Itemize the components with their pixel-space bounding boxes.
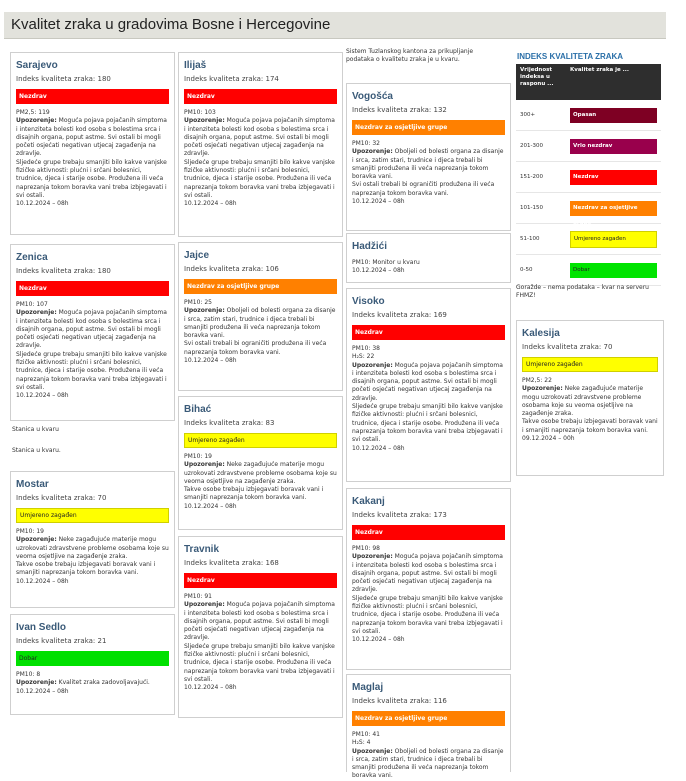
health-warning: Upozorenje: Oboljeli od bolesti organa za disanje i srca, zatim stari, trudnice i djeca trebali bi smanjiti produžena ili veća naprezanja tokom boravka vani. xyxy=(352,148,504,181)
legend-row xyxy=(516,131,661,162)
aqi-category-badge: Nezdrav xyxy=(184,573,337,588)
city-name[interactable]: Visoko xyxy=(352,296,385,307)
timestamp: 10.12.2024 – 08h xyxy=(184,357,237,365)
timestamp: 09.12.2024 – 00h xyxy=(522,435,575,443)
health-warning: Upozorenje: Moguća pojava pojačanih simptoma i intenziteta bolesti kod osoba s bolestima srca i disajnih organa, poput astme. Svi ostali bi mogli početi osjećati negativan utjecaj zagađenja na zdravlje. xyxy=(16,117,167,158)
health-warning: Upozorenje: Moguća pojava pojačanih simptoma i intenziteta bolesti kod osoba s bolestima srca i disajnih organa, poput astme. Svi ostali bi mogli početi osjećati negativan utjecaj zagađenja na zdravlje. xyxy=(16,309,167,350)
health-advice: Takve osobe trebaju izbjegavati boravak vani i smanjiti naprezanja tokom boravka vani. xyxy=(184,486,324,502)
aqi-category-badge: Nezdrav xyxy=(352,525,505,540)
health-warning: Upozorenje: Neke zagađujuće materije mogu uzrokovati zdravstvene probleme osobama koje su veoma osjetljive na zagađenje zraka. xyxy=(16,536,169,560)
health-advice: Sljedeće grupe trebaju smanjiti bilo kakve vanjske fizičke aktivnosti: plućni i srčani bolesnici, trudnice, djeca i starije osobe. Produžena ili veća naprezanja tokom boravka vani treba izbjegavati i svi ostali. xyxy=(352,594,503,635)
city-card-ivan-sedlo xyxy=(10,614,175,715)
aqi-value: Indeks kvaliteta zraka: 132 xyxy=(352,106,447,114)
timestamp: 10.12.2024 – 08h xyxy=(352,444,405,452)
legend-row xyxy=(516,193,661,224)
legend-color-swatch: Nezdrav xyxy=(570,170,657,185)
legend-range: 101-150 xyxy=(516,193,566,224)
aqi-category-badge: Nezdrav xyxy=(184,89,337,104)
legend-category xyxy=(566,131,661,162)
health-warning: Upozorenje: Neke zagađujuće materije mogu uzrokovati zdravstvene probleme osobama koje su veoma osjetljive na zagađenje zraka. xyxy=(522,385,644,418)
aqi-value: Indeks kvaliteta zraka: 106 xyxy=(184,265,279,273)
city-name[interactable]: Ivan Sedlo xyxy=(16,622,67,633)
pollutant-reading-h2s: H₂S: 4 xyxy=(352,739,371,747)
city-card-kalesija xyxy=(516,320,664,476)
aqi-category-badge: Dobar xyxy=(16,651,169,666)
aqi-category-badge: Nezdrav za osjetljive grupe xyxy=(184,279,337,294)
city-card-kakanj xyxy=(346,488,511,670)
pollutant-reading: PM2,5: 119 xyxy=(16,109,50,116)
pollutant-reading: PM10: 98 xyxy=(352,545,380,552)
health-warning: Upozorenje: Moguća pojava pojačanih simptoma i intenziteta bolesti kod osoba s bolestima srca i disajnih organa, poput astme. Svi ostali bi mogli početi osjećati negativan utjecaj zagađenja na zdravlje. xyxy=(352,553,503,594)
health-advice: Sljedeće grupe trebaju smanjiti bilo kakve vanjske fizičke aktivnosti: plućni i srčani bolesnici, trudnice, djeca i starije osobe. Produžena ili veća naprezanja tokom boravka vani treba izbjegavati i svi ostali. xyxy=(184,158,335,199)
city-card-sarajevo xyxy=(10,52,175,235)
city-card-jajce xyxy=(178,242,343,391)
health-advice: Sljedeće grupe trebaju smanjiti bilo kakve vanjske fizičke aktivnosti: plućni i srčani bolesnici, trudnice, djeca i starije osobe. Produžena ili veća naprezanja tokom boravka vani treba izbjegavati i svi ostali. xyxy=(352,403,503,444)
health-advice: Svi ostali trebali bi ograničiti produžena ili veća naprezanja tokom boravka vani. xyxy=(352,181,495,197)
health-warning: Upozorenje: Moguća pojava pojačanih simptoma i intenziteta bolesti kod osoba s bolestima srca i disajnih organa, poput astme. Svi ostali bi mogli početi osjećati negativan utjecaj zagađenja na zdravlje. xyxy=(352,361,503,402)
city-name[interactable]: Bihać xyxy=(184,404,212,415)
health-advice: Sljedeće grupe trebaju smanjiti bilo kakve vanjske fizičke aktivnosti: plućni i srčani bolesnici, trudnice, djeca i starije osobe. Produžena ili veća naprezanja tokom boravka vani treba izbjegavati i svi ostali. xyxy=(16,158,167,199)
pollutant-reading: PM10: 91 xyxy=(184,593,212,600)
aqi-value: Indeks kvaliteta zraka: 21 xyxy=(16,637,107,645)
legend-color-swatch: Opasan xyxy=(570,108,657,123)
city-card-hadzici xyxy=(346,233,511,283)
city-name[interactable]: Zenica xyxy=(16,252,48,263)
city-card-visoko xyxy=(346,288,511,482)
pollutant-reading-h2s: H₂S: 22 xyxy=(352,353,375,361)
timestamp: 10.12.2024 – 08h xyxy=(16,687,69,695)
health-advice: Takve osobe trebaju izbjegavati boravak vani i smanjiti naprezanja tokom boravka vani. xyxy=(522,418,658,434)
legend-category xyxy=(566,193,661,224)
legend-color-swatch: Nezdrav za osjetljive grupe xyxy=(570,201,657,216)
city-name[interactable]: Mostar xyxy=(16,479,49,490)
legend-category xyxy=(566,162,661,193)
legend-row xyxy=(516,162,661,193)
timestamp: 10.12.2024 – 08h xyxy=(16,577,69,585)
health-advice: Sljedeće grupe trebaju smanjiti bilo kakve vanjske fizičke aktivnosti: plućni i srčani bolesnici, trudnice, djeca i starije osobe. Produžena ili veća naprezanja tokom boravka vani treba izbjegavati i svi ostali. xyxy=(184,642,335,683)
aqi-value: Indeks kvaliteta zraka: 116 xyxy=(352,697,447,705)
aqi-value: Indeks kvaliteta zraka: 168 xyxy=(184,559,279,567)
pollutant-reading: PM10: 25 xyxy=(184,299,212,306)
aqi-value: Indeks kvaliteta zraka: 83 xyxy=(184,419,275,427)
legend-color-swatch: Umjereno zagađen xyxy=(570,231,657,248)
aqi-value: Indeks kvaliteta zraka: 173 xyxy=(352,511,447,519)
aqi-category-badge: Umjereno zagađen xyxy=(16,508,169,523)
city-card-bihac xyxy=(178,396,343,530)
pollutant-reading: PM10: 103 xyxy=(184,109,216,116)
aqi-category-badge: Umjereno zagađen xyxy=(522,357,658,372)
timestamp: 10.12.2024 – 08h xyxy=(352,267,405,275)
city-card-zenica xyxy=(10,244,175,421)
city-card-vogosca xyxy=(346,83,511,231)
city-name[interactable]: Maglaj xyxy=(352,682,384,693)
health-warning: Upozorenje: Oboljeli od bolesti organa za disanje i srca, zatim stari, trudnice i djeca trebali bi smanjiti produžena ili veća naprezanja tokom boravka vani. xyxy=(352,747,504,780)
legend-category xyxy=(566,255,661,286)
aqi-value: Indeks kvaliteta zraka: 70 xyxy=(522,343,613,351)
city-name[interactable]: Hadžići xyxy=(352,241,388,252)
aqi-category-badge: Nezdrav xyxy=(352,325,505,340)
city-card-travnik xyxy=(178,536,343,718)
aqi-category-badge: Nezdrav za osjetljive grupe xyxy=(352,711,505,726)
legend-row xyxy=(516,255,661,286)
station-note: Stanica u kvaru. xyxy=(12,447,61,454)
city-name[interactable]: Vogošća xyxy=(352,91,393,102)
legend-range: 300+ xyxy=(516,100,566,131)
health-warning: Upozorenje: Moguća pojava pojačanih simptoma i intenziteta bolesti kod osoba s bolestima srca i disajnih organa, poput astme. Svi ostali bi mogli početi osjećati negativan utjecaj zagađenja na zdravlje. xyxy=(184,117,335,158)
legend-range: 0-50 xyxy=(516,255,566,286)
pollutant-reading: PM10: 19 xyxy=(16,528,44,535)
city-name[interactable]: Sarajevo xyxy=(16,60,58,71)
city-name[interactable]: Travnik xyxy=(184,544,220,555)
pollutant-reading: PM10: 41 xyxy=(352,731,380,738)
legend-header-quality: Kvalitet zraka je ... xyxy=(566,64,661,100)
health-advice: Sljedeće grupe trebaju smanjiti bilo kakve vanjske fizičke aktivnosti: plućni i srčani bolesnici, trudnice, djeca i starije osobe. Produžena ili veća naprezanja tokom boravka vani treba izbjegavati i svi ostali. xyxy=(16,350,167,391)
legend-range: 151-200 xyxy=(516,162,566,193)
legend-range: 51-100 xyxy=(516,224,566,255)
legend-title: INDEKS KVALITETA ZRAKA xyxy=(517,52,624,61)
station-note: Stanica u kvaru xyxy=(12,426,59,433)
health-warning: Upozorenje: Neke zagađujuće materije mogu uzrokovati zdravstvene probleme osobama koje su veoma osjetljive na zagađenje zraka. xyxy=(184,461,337,485)
aqi-value: Indeks kvaliteta zraka: 180 xyxy=(16,267,111,275)
city-card-ilijas xyxy=(178,52,343,237)
health-warning: Upozorenje: Oboljeli od bolesti organa za disanje i srca, zatim stari, trudnice i djeca trebali bi smanjiti produžena ili veća naprezanja tokom boravka vani. xyxy=(184,307,336,340)
timestamp: 10.12.2024 – 08h xyxy=(184,200,237,208)
aqi-category-badge: Umjereno zagađen xyxy=(184,433,337,448)
health-advice: Takve osobe trebaju izbjegavati boravak vani i smanjiti naprezanja tokom boravka vani. xyxy=(16,561,156,577)
city-name[interactable]: Kakanj xyxy=(352,496,385,507)
health-warning: Upozorenje: Moguća pojava pojačanih simptoma i intenziteta bolesti kod osoba s bolestima srca i disajnih organa, poput astme. Svi ostali bi mogli početi osjećati negativan utjecaj zagađenja na zdravlje. xyxy=(184,601,335,642)
legend-range: 201-300 xyxy=(516,131,566,162)
aqi-category-badge: Nezdrav xyxy=(16,281,169,296)
timestamp: 10.12.2024 – 08h xyxy=(352,198,405,206)
aqi-legend-table xyxy=(516,64,661,286)
city-name[interactable]: Jajce xyxy=(184,250,210,261)
legend-color-swatch: Dobar xyxy=(570,263,657,278)
tuzla-note: Sistem Tuzlanskog kantona za prikupljanje podataka o kvalitetu zraka je u kvaru. xyxy=(346,48,474,63)
timestamp: 10.12.2024 – 08h xyxy=(16,392,69,400)
pollutant-reading: PM10: 107 xyxy=(16,301,48,308)
timestamp: 10.12.2024 – 08h xyxy=(352,636,405,644)
city-name[interactable]: Ilijaš xyxy=(184,60,207,71)
timestamp: 10.12.2024 – 08h xyxy=(184,684,237,692)
pollutant-reading: PM10: 32 xyxy=(352,140,380,147)
pollutant-reading: PM10: 38 xyxy=(352,345,380,352)
aqi-category-badge: Nezdrav xyxy=(16,89,169,104)
aqi-value: Indeks kvaliteta zraka: 174 xyxy=(184,75,279,83)
pollutant-reading: PM2,5: 22 xyxy=(522,377,552,384)
pollutant-reading: PM10: 19 xyxy=(184,453,212,460)
gorazde-note: Goražde – nema podataka – kvar na serveru FHMZ! xyxy=(516,284,649,299)
aqi-value: Indeks kvaliteta zraka: 70 xyxy=(16,494,107,502)
health-advice: Svi ostali trebali bi ograničiti produžena ili veća naprezanja tokom boravka vani. xyxy=(184,340,327,356)
legend-category xyxy=(566,100,661,131)
page-header xyxy=(4,12,666,39)
city-card-maglaj xyxy=(346,674,511,780)
legend-row xyxy=(516,100,661,131)
health-warning: Upozorenje: Kvalitet zraka zadovoljavajući. xyxy=(16,679,150,687)
timestamp: 10.12.2024 – 08h xyxy=(16,200,69,208)
aqi-value: Indeks kvaliteta zraka: 169 xyxy=(352,311,447,319)
page-title: Kvalitet zraka u gradovima Bosne i Hercegovine xyxy=(11,16,331,33)
pollutant-reading: PM10: Monitor u kvaru xyxy=(352,259,420,266)
pollutant-reading: PM10: 8 xyxy=(16,671,41,678)
city-name[interactable]: Kalesija xyxy=(522,328,560,339)
aqi-value: Indeks kvaliteta zraka: 180 xyxy=(16,75,111,83)
city-card-mostar xyxy=(10,471,175,608)
aqi-category-badge: Nezdrav za osjetljive grupe xyxy=(352,120,505,135)
timestamp: 10.12.2024 – 08h xyxy=(184,502,237,510)
legend-color-swatch: Vrlo nezdrav xyxy=(570,139,657,154)
legend-header-range: Vrijednost indeksa u rasponu ... xyxy=(516,64,566,100)
